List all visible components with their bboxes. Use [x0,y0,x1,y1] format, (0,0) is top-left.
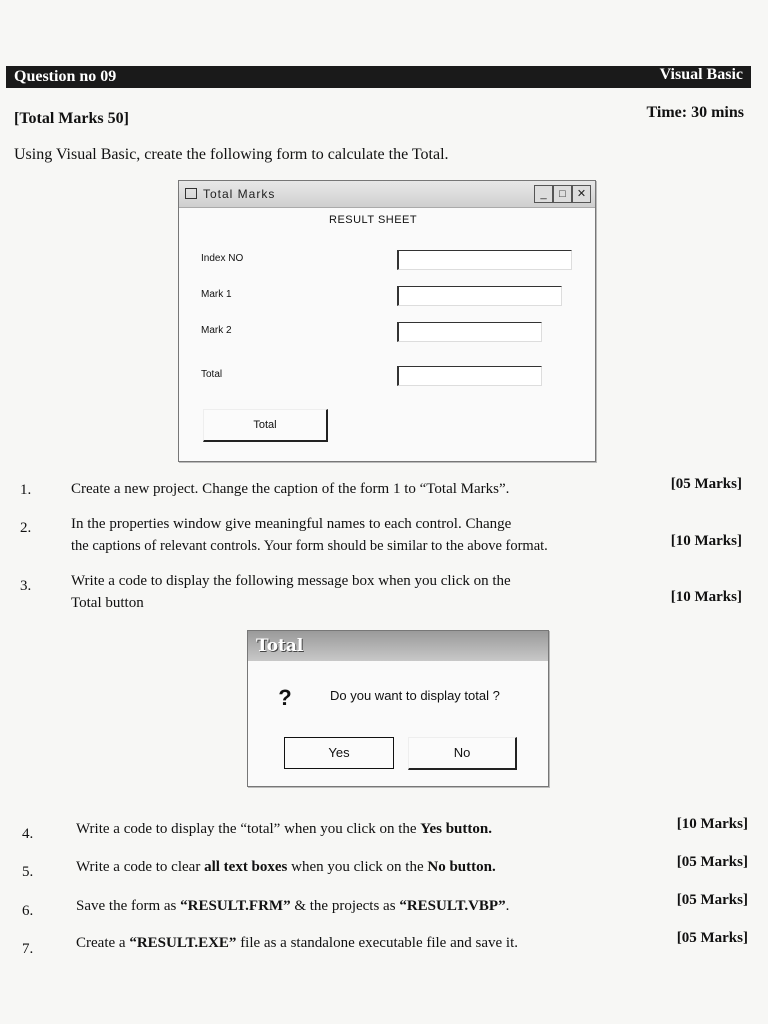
question-text: Create a new project. Change the caption of the form 1 to “Total Marks”. [71,481,510,497]
message-box-titlebar [248,631,548,661]
total-label: Total [201,369,223,380]
question-icon: ? [278,685,292,710]
question-marks: [10 Marks] [676,816,748,832]
question-marks: [05 Marks] [676,930,748,946]
message-box-title: Total [256,636,304,656]
question-marks: [05 Marks] [676,892,748,908]
question-number: 4. [22,826,34,842]
total-textbox[interactable] [397,366,542,386]
yes-button[interactable]: Yes [284,737,394,769]
question-text: In the properties window give meaningful names to each control. Change [71,516,512,532]
question-number: Question no 09 [14,68,117,85]
question-text: Write a code to display the “total” when you click on the Yes button. [76,821,492,837]
question-text: Write a code to display the following message box when you click on the [71,573,511,589]
question-marks: [05 Marks] [676,854,748,870]
total-marks-form-window [178,180,596,462]
question-marks: [05 Marks] [670,476,742,492]
minimize-icon[interactable]: _ [534,185,553,203]
mark2-label: Mark 2 [201,325,232,336]
question-number: 3. [20,578,32,594]
question-number: 7. [22,941,34,957]
message-box-window [247,630,549,787]
mark1-textbox[interactable] [397,286,562,306]
question-text: Save the form as “RESULT.FRM” & the projects as “RESULT.VBP”. [76,898,510,914]
question-text-line2: the captions of relevant controls. Your form should be similar to the above format. [71,538,548,554]
question-number: 5. [22,864,34,880]
question-marks: [10 Marks] [670,589,742,605]
instruction-text: Using Visual Basic, create the following form to calculate the Total. [14,146,449,163]
question-number: 1. [20,482,32,498]
form-titlebar [179,181,595,208]
maximize-icon[interactable]: □ [553,185,572,203]
total-button[interactable]: Total [203,409,328,442]
subject-label: Visual Basic [659,66,743,83]
mark1-label: Mark 1 [201,289,232,300]
question-text: Create a “RESULT.EXE” file as a standalone executable file and save it. [76,935,518,951]
question-text: Write a code to clear all text boxes when you click on the No button. [76,859,496,875]
close-icon[interactable]: ✕ [572,185,591,203]
form-icon [185,188,197,199]
message-text: Do you want to display total ? [330,688,500,703]
question-number: 6. [22,903,34,919]
header-bar [6,66,751,88]
index-no-label: Index NO [201,253,244,264]
index-no-textbox[interactable] [397,250,572,270]
total-marks: [Total Marks 50] [14,110,129,127]
form-title: Total Marks [203,187,276,201]
result-sheet-heading: RESULT SHEET [329,214,418,226]
question-text-line2: Total button [71,595,144,611]
no-button[interactable]: No [408,737,517,770]
mark2-textbox[interactable] [397,322,542,342]
question-number: 2. [20,520,32,536]
question-marks: [10 Marks] [670,533,742,549]
time-limit: Time: 30 mins [646,104,744,121]
